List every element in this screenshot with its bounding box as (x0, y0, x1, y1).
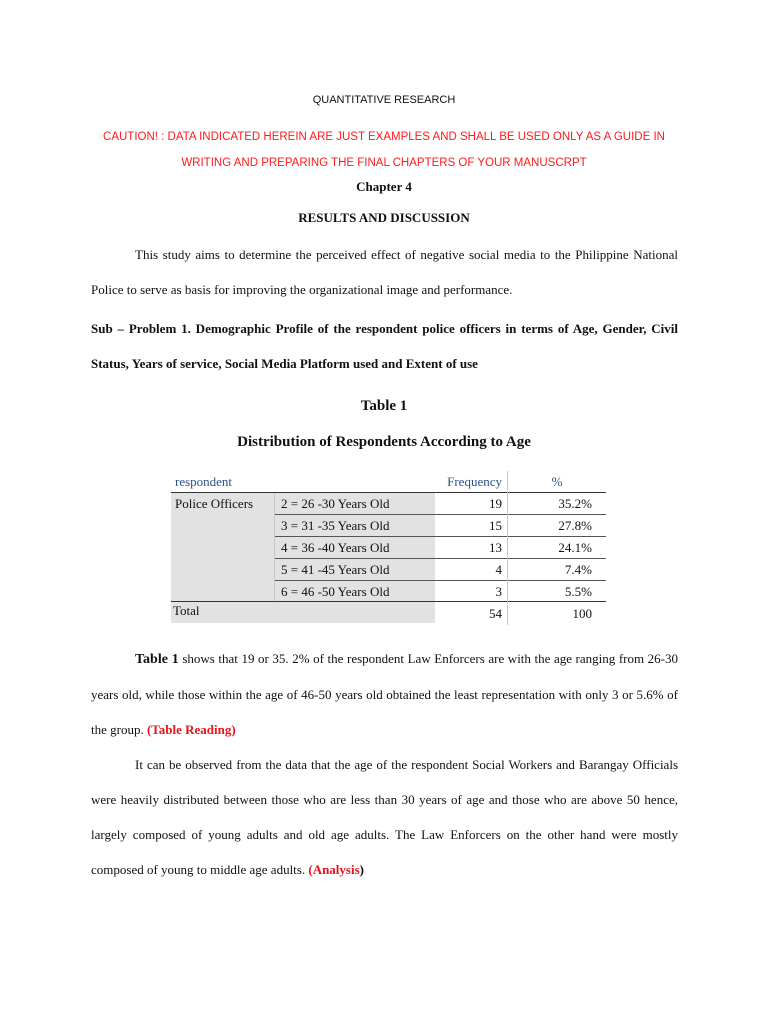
row-rule (274, 536, 606, 537)
row-frequency: 3 (495, 584, 502, 599)
row-rule (274, 514, 606, 515)
table-reading-tag: (Table Reading) (146, 722, 236, 737)
column-divider (274, 493, 275, 601)
row-age-label: 4 = 36 -40 Years Old (281, 540, 390, 555)
row-percent: 35.2% (558, 496, 592, 511)
analysis-text: It can be observed from the data that the age of the respondent Social Workers and Barangay Officials were heavily distributed between those who are less than 30 years of age and those who are above 50 hence, largely composed of young adults and old age adults. The Law Enforcers on the other hand were mostly composed of young to middle age adults. (91, 757, 678, 877)
header-frequency: Frequency (447, 474, 502, 489)
table-row (171, 559, 606, 581)
header-respondent: respondent (175, 474, 233, 489)
row-frequency: 13 (489, 540, 502, 555)
table-row (171, 515, 606, 537)
row-percent: 24.1% (558, 540, 592, 555)
table-total-row (171, 603, 606, 625)
chapter-number: Chapter 4 (356, 179, 412, 194)
row-percent: 7.4% (564, 562, 592, 577)
table-reading-text: shows that 19 or 35. 2% of the respondent Law Enforcers are with the age ranging from 26-30 years old, while those within the age of 46-50 years old obtained the least representation with only 3 or 5.6% of the group. (91, 651, 678, 737)
column-divider (507, 471, 508, 625)
row-frequency: 19 (489, 496, 502, 511)
caution-line-1: CAUTION! : DATA INDICATED HEREIN ARE JUST EXAMPLES AND SHALL BE USED ONLY AS A GUIDE IN (103, 131, 665, 143)
table-header-row (171, 471, 606, 493)
table-reference: Table 1 (135, 652, 179, 667)
row-age-label: 2 = 26 -30 Years Old (281, 496, 390, 511)
total-frequency: 54 (489, 606, 502, 621)
total-percent: 100 (572, 606, 592, 621)
caution-line-2: WRITING AND PREPARING THE FINAL CHAPTERS OF YOUR MANUSCRPT (181, 157, 587, 169)
row-age-label: 3 = 31 -35 Years Old (281, 518, 390, 533)
table-reading-paragraph (91, 641, 678, 747)
group-label: Police Officers (175, 496, 254, 511)
table-caption: Distribution of Respondents According to Age (237, 434, 531, 450)
table-title: Table 1 (360, 398, 408, 414)
row-rule (274, 580, 606, 581)
row-rule (274, 558, 606, 559)
row-percent: 27.8% (558, 518, 592, 533)
intro-paragraph: This study aims to determine the perceived effect of negative social media to the Philippine National Police to serve as basis for improving the organizational image and performance. (91, 247, 678, 297)
analysis-tag: (Analysis (308, 862, 360, 877)
analysis-tag-close: ) (359, 862, 364, 877)
total-label: Total (173, 603, 200, 618)
header-percent: % (551, 474, 563, 489)
table-row (171, 581, 606, 603)
table-row (171, 493, 606, 515)
chapter-title: RESULTS AND DISCUSSION (298, 210, 470, 225)
research-type-heading: QUANTITATIVE RESEARCH (312, 94, 456, 106)
row-age-label: 6 = 46 -50 Years Old (281, 584, 390, 599)
row-frequency: 15 (489, 518, 502, 533)
analysis-paragraph (91, 747, 678, 887)
header-rule (171, 492, 606, 493)
caution-notice (0, 124, 768, 176)
row-age-label: 5 = 41 -45 Years Old (281, 562, 390, 577)
total-rule (171, 601, 606, 602)
sub-problem-statement: Sub – Problem 1. Demographic Profile of the respondent police officers in terms of Age, Gender, Civil Status, Years of service, Social Media Platform used and Extent of use (91, 321, 678, 371)
row-frequency: 4 (495, 562, 502, 577)
table-row (171, 537, 606, 559)
row-percent: 5.5% (564, 584, 592, 599)
